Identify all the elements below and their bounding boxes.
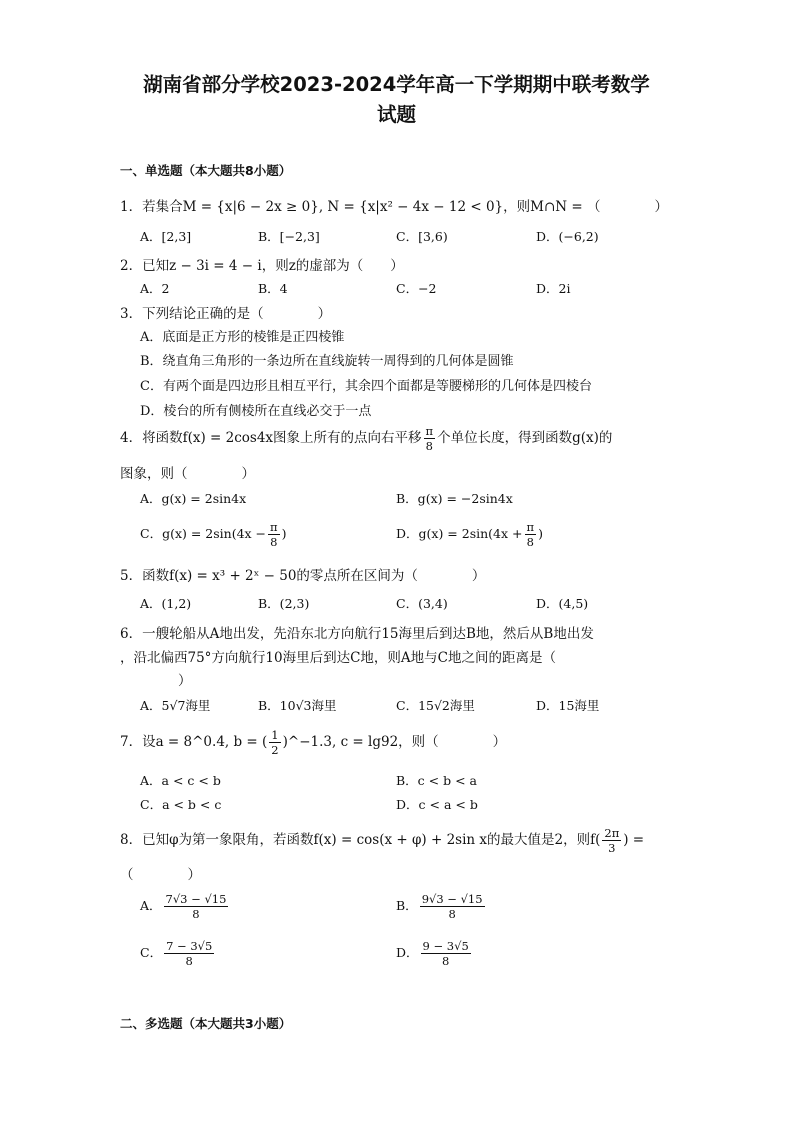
q4-option-a: A．g(x) = 2sin4x [140, 491, 247, 506]
q8c-frac-den: 8 [185, 954, 193, 968]
question-2-stem: 2．已知z − 3i = 4 − i，则z的虚部为（ ） [120, 258, 404, 274]
question-3-stem: 3．下列结论正确的是（ ） [120, 306, 332, 322]
q4-option-c-fraction [268, 520, 280, 549]
q6-option-a: A．5√7海里 [140, 698, 211, 713]
q4c-frac-den: 8 [270, 535, 278, 549]
q8-option-d [396, 939, 473, 968]
q4c-frac-num: π [270, 520, 278, 534]
q8-fraction [602, 826, 621, 855]
q8b-frac-num: 9√3 − √15 [421, 892, 483, 906]
q8-option-b [396, 892, 487, 921]
question-4-stem-line2: 图象，则（ ） [120, 466, 255, 482]
q4-fraction [424, 424, 436, 453]
q5-option-a: A．(1,2) [140, 596, 192, 611]
q8c-frac-num: 7 − 3√5 [166, 939, 213, 953]
q8-frac-num: 2π [604, 826, 620, 840]
q8-option-c-fraction [164, 939, 214, 968]
q2-option-c: C．−2 [396, 281, 437, 296]
q8-option-d-fraction [421, 939, 471, 968]
section-heading-multiple-choice: 二、多选题（本大题共3小题） [120, 1016, 292, 1031]
q3-option-a: A．底面是正方形的棱锥是正四棱锥 [140, 330, 345, 345]
q5-option-b: B．(2,3) [258, 596, 310, 611]
section-heading-single-choice: 一、单选题（本大题共8小题） [120, 163, 292, 178]
q4-option-c [140, 520, 287, 549]
q7-option-b: B．c < b < a [396, 773, 477, 788]
q2-option-d: D．2i [536, 281, 571, 296]
q4-stem-part1: 4．将函数f(x) = 2cos4x图象上所有的点向右平移 [120, 430, 422, 446]
q8b-frac-den: 8 [448, 907, 456, 921]
q8a-frac-num: 7√3 − √15 [165, 892, 227, 906]
q4-option-c-part1: C．g(x) = 2sin(4x − [140, 526, 267, 541]
q1-option-c: C．[3,6) [396, 229, 448, 244]
q1-option-d: D．(−6,2) [536, 229, 599, 244]
q5-option-d: D．(4,5) [536, 596, 589, 611]
question-7-stem [120, 728, 506, 757]
q7-stem-part1: 7．设a = 8^0.4, b = ( [120, 734, 268, 750]
q6-option-d: D．15海里 [536, 698, 600, 713]
q3-option-b: B．绕直角三角形的一条边所在直线旋转一周得到的几何体是圆锥 [140, 354, 514, 369]
q4-option-b: B．g(x) = −2sin4x [396, 491, 513, 506]
q7-frac-num: 1 [271, 728, 279, 742]
question-6-stem-line3: ） [178, 673, 192, 689]
q7-fraction [269, 728, 280, 757]
q8-frac-den: 3 [608, 841, 616, 855]
q7-option-a: A．a < c < b [140, 773, 221, 788]
q8-option-a-label: A． [140, 898, 162, 913]
q1-option-a: A．[2,3] [140, 229, 192, 244]
q8-stem-part2: ) = [623, 832, 645, 848]
q4-stem-part2: 个单位长度，得到函数g(x)的 [437, 430, 613, 446]
question-5-stem: 5．函数f(x) = x³ + 2ˣ − 50的零点所在区间为（ ） [120, 568, 486, 584]
q4-option-d-part1: D．g(x) = 2sin(4x + [396, 526, 523, 541]
q4-option-d [396, 520, 543, 549]
q8-option-c-label: C． [140, 945, 163, 960]
q5-option-c: C．(3,4) [396, 596, 448, 611]
q8-stem-part1: 8．已知φ为第一象限角，若函数f(x) = cos(x + φ) + 2sin x的最大值是2，则f( [120, 832, 601, 848]
q4-option-d-fraction [525, 520, 537, 549]
q7-stem-part2: )^−1.3, c = lg92，则（ ） [282, 734, 507, 750]
q8d-frac-den: 8 [441, 954, 450, 968]
question-8-stem [120, 826, 644, 855]
page-title: 湖南省部分学校2023-2024学年高一下学期期中联考数学 [143, 73, 650, 96]
q4d-frac-num: π [526, 520, 535, 534]
q7-option-d: D．c < a < b [396, 797, 478, 812]
q4-option-d-part2: ) [538, 526, 543, 541]
q8-option-b-fraction [420, 892, 485, 921]
q3-option-d: D．棱台的所有侧棱所在直线必交于一点 [140, 404, 372, 419]
q7-option-c: C．a < b < c [140, 797, 222, 812]
q8-option-d-label: D． [396, 945, 419, 960]
question-4-stem [120, 424, 612, 453]
q2-option-b: B．4 [258, 281, 288, 296]
question-6-stem-line1: 6．一艘轮船从A地出发，先沿东北方向航行15海里后到达B地，然后从B地出发 [120, 626, 594, 642]
question-1-stem: 1．若集合M = {x|6 − 2x ≥ 0}, N = {x|x² − 4x − 12 < 0}，则M∩N = （ ） [120, 199, 668, 215]
q3-option-c: C．有两个面是四边形且相互平行，其余四个面都是等腰梯形的几何体是四棱台 [140, 379, 592, 394]
q8-option-c [140, 939, 216, 968]
question-8-stem-line2: （ ） [120, 867, 201, 883]
q4-frac-den: 8 [425, 439, 433, 453]
question-6-stem-line2: ，沿北偏西75°方向航行10海里后到达C地，则A地与C地之间的距离是（ [120, 650, 557, 666]
q8a-frac-den: 8 [192, 907, 200, 921]
q8d-frac-num: 9 − 3√5 [422, 939, 469, 953]
q4-option-c-part2: ) [281, 526, 287, 541]
page-title-line2: 试题 [376, 103, 416, 126]
q8-option-b-label: B． [396, 898, 418, 913]
q6-option-c: C．15√2海里 [396, 698, 475, 713]
q4-frac-num: π [425, 424, 434, 438]
q8-option-a [140, 892, 230, 921]
q7-frac-den: 2 [271, 743, 279, 757]
q8-option-a-fraction [164, 892, 229, 921]
q6-option-b: B．10√3海里 [258, 698, 337, 713]
q1-option-b: B．[−2,3] [258, 229, 320, 244]
q2-option-a: A．2 [140, 281, 170, 296]
q4d-frac-den: 8 [526, 535, 534, 549]
